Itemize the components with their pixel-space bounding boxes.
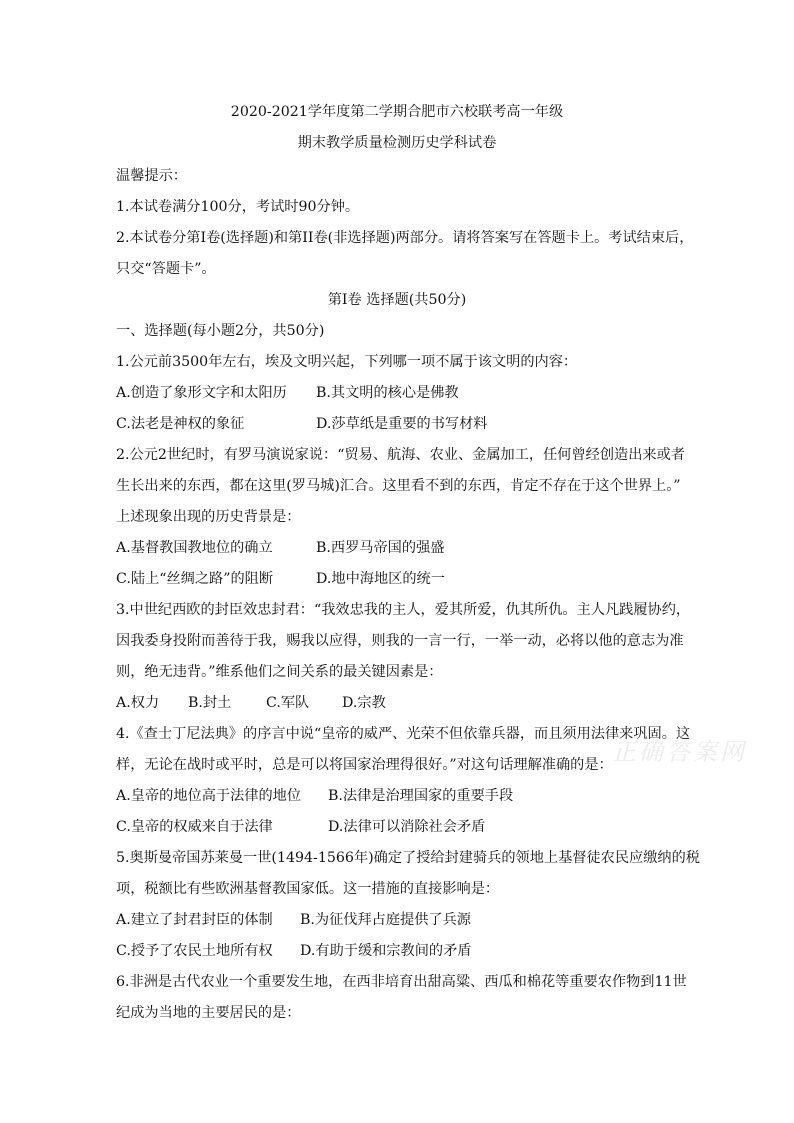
question-4-option-b: B.法律是治理国家的重要手段 [328,788,514,804]
question-2-option-b: B.西罗马帝国的强盛 [316,540,445,556]
question-5-option-a: A.建立了封君封臣的体制 [116,912,273,928]
question-3-stem-line1: 3.中世纪西欧的封臣效忠封君：“我效忠我的主人，爱其所爱，仇其所仇。主人凡践履协约， [116,602,691,618]
question-1-stem: 1.公元前3500年左右，埃及文明兴起，下列哪一项不属于该文明的内容： [116,354,578,370]
exam-title-line1: 2020-2021学年度第二学期合肥市六校联考高一年级 [230,104,564,120]
question-5-option-b: B.为征伐拜占庭提供了兵源 [300,912,471,928]
notice-item-2-line1: 2.本试卷分第I卷(选择题)和第II卷(非选择题)两部分。请将答案写在答题卡上。考试结束后， [116,230,694,246]
notice-heading: 温馨提示： [116,168,187,184]
question-2-stem-line3: 上述现象出现的历史背景是： [116,509,301,525]
question-3-stem-line3: 则，绝无违背。”维系他们之间关系的最关键因素是： [116,664,443,680]
part-title: 一、选择题(每小题2分，共50分) [116,323,325,339]
exam-title-line2: 期末教学质量检测历史学科试卷 [297,135,497,151]
question-1-option-c: C.法老是神权的象征 [116,416,245,432]
volume-title: 第I卷 选择题(共50分) [327,292,467,308]
question-2-option-d: D.地中海地区的统一 [316,571,445,587]
question-3-option-c: C.军队 [266,695,310,711]
notice-item-2-line2: 只交“答题卡”。 [116,261,216,277]
question-2-stem-line2: 生长出来的东西，都在这里(罗马城)汇合。这里看不到的东西，肯定不存在于这个世界上。” [116,478,681,494]
question-6-stem-line2: 纪成为当地的主要居民的是： [116,1005,301,1021]
notice-item-1: 1.本试卷满分100分，考试时90分钟。 [116,199,360,215]
question-4-stem-line1: 4.《查士丁尼法典》的序言中说“皇帝的威严、光荣不但依靠兵器，而且须用法律来巩固。这 [116,726,691,742]
question-2-stem-line1: 2.公元2世纪时，有罗马演说家说：“贸易、航海、农业、金属加工，任何曾经创造出来或者 [116,447,685,463]
question-4-option-c: C.皇帝的权威来自于法律 [116,819,273,835]
question-1-option-d: D.莎草纸是重要的书写材料 [316,416,488,432]
question-2-option-a: A.基督教国教地位的确立 [116,540,273,556]
question-5-stem-line2: 项，税额比有些欧洲基督教国家低。这一措施的直接影响是： [116,881,500,897]
question-6-stem-line1: 6.非洲是古代农业一个重要发生地，在西非培育出甜高粱、西瓜和棉花等重要农作物到11世 [116,974,687,990]
question-3-option-b: B.封土 [188,695,232,711]
question-1-option-a: A.创造了象形文字和太阳历 [116,385,287,401]
question-3-option-d: D.宗教 [342,695,386,711]
question-4-option-a: A.皇帝的地位高于法律的地位 [116,788,302,804]
question-5-option-d: D.有助于缓和宗教间的矛盾 [300,943,472,959]
question-5-option-c: C.授予了农民土地所有权 [116,943,273,959]
question-4-stem-line2: 样，无论在战时或平时，总是可以将国家治理得很好。”对这句话理解准确的是： [116,757,613,773]
question-1-option-b: B.其文明的核心是佛教 [316,385,459,401]
question-2-option-c: C.陆上“丝绸之路”的阻断 [116,571,274,587]
question-3-option-a: A.权力 [116,695,160,711]
watermark: 正确答案网 [612,738,747,766]
question-4-option-d: D.法律可以消除社会矛盾 [328,819,486,835]
question-3-stem-line2: 因我委身投附而善待于我，赐我以应得，则我的一言一行，一举一动，必将以他的意志为准 [116,633,684,649]
question-5-stem-line1: 5.奥斯曼帝国苏莱曼一世(1494-1566年)确定了授给封建骑兵的领地上基督徒农民应缴纳的税 [116,850,700,866]
